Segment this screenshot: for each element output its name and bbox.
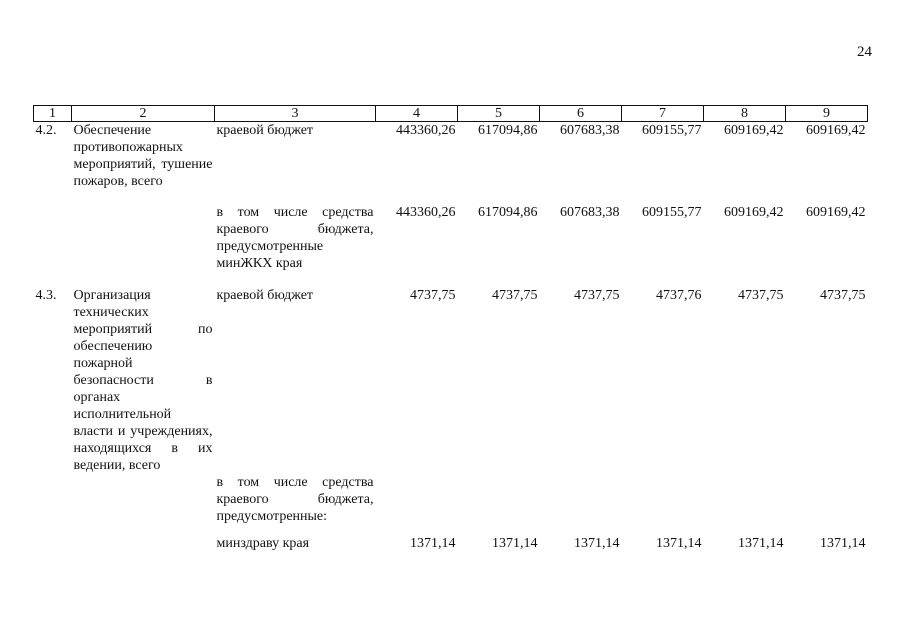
value-cell: 617094,86: [478, 205, 538, 220]
column-header: 1: [34, 106, 72, 122]
value-cell: [540, 474, 622, 535]
value-cell: 4737,75: [410, 288, 456, 303]
item-description: Обеспечение противопожарных мероприятий, тушение пожаров, всего: [73, 123, 213, 189]
value-cell: 4737,75: [574, 288, 620, 303]
value-cell: 443360,26: [396, 205, 456, 220]
funding-source: краевой бюджет: [216, 123, 314, 138]
column-number-row: [34, 106, 868, 122]
funding-source: минздраву края: [216, 536, 310, 551]
item-number: 4.3.: [35, 288, 57, 303]
value-cell: 617094,86: [478, 123, 538, 138]
table-row: [34, 122, 868, 205]
funding-source: в том числе средства краевого бюджета, предусмотренные минЖКХ края: [216, 205, 374, 271]
value-cell: 1371,14: [738, 536, 784, 551]
value-cell: 4737,75: [492, 288, 538, 303]
value-cell: 4737,75: [738, 288, 784, 303]
value-cell: [622, 474, 704, 535]
column-header: 2: [72, 106, 215, 122]
funding-source: в том числе средства краевого бюджета, предусмотренные:: [216, 475, 374, 524]
item-number: [34, 204, 72, 287]
value-cell: 609169,42: [806, 205, 866, 220]
page-number: 24: [857, 44, 872, 60]
column-header: 8: [704, 106, 786, 122]
budget-table: [33, 105, 868, 552]
value-cell: 4737,76: [656, 288, 702, 303]
value-cell: [786, 474, 868, 535]
column-header: 7: [622, 106, 704, 122]
value-cell: 609169,42: [724, 205, 784, 220]
item-number: [34, 535, 72, 552]
item-number: 4.2.: [35, 123, 57, 138]
value-cell: [376, 474, 458, 535]
value-cell: [704, 474, 786, 535]
value-cell: 1371,14: [492, 536, 538, 551]
funding-source: краевой бюджет: [216, 288, 314, 303]
column-header: 9: [786, 106, 868, 122]
column-header: 5: [458, 106, 540, 122]
item-description: [72, 204, 215, 287]
table-row: [34, 535, 868, 552]
table-row: [34, 474, 868, 535]
value-cell: 1371,14: [410, 536, 456, 551]
value-cell: 1371,14: [656, 536, 702, 551]
value-cell: 607683,38: [560, 205, 620, 220]
value-cell: 443360,26: [396, 123, 456, 138]
item-description: [72, 474, 215, 535]
value-cell: 609169,42: [806, 123, 866, 138]
value-cell: 609169,42: [724, 123, 784, 138]
item-number: [34, 474, 72, 535]
column-header: 3: [215, 106, 376, 122]
item-description: Организация технических мероприятий по обеспечению пожарной безопасности в органах исполнительной власти и учреждениях, находящихся в их ведении, всего: [73, 288, 213, 473]
table-row: [34, 204, 868, 287]
value-cell: [458, 474, 540, 535]
item-description: [72, 535, 215, 552]
value-cell: 609155,77: [642, 123, 702, 138]
column-header: 6: [540, 106, 622, 122]
value-cell: 1371,14: [820, 536, 866, 551]
column-header: 4: [376, 106, 458, 122]
value-cell: 1371,14: [574, 536, 620, 551]
value-cell: 4737,75: [820, 288, 866, 303]
value-cell: 607683,38: [560, 123, 620, 138]
table-row: [34, 287, 868, 474]
value-cell: 609155,77: [642, 205, 702, 220]
